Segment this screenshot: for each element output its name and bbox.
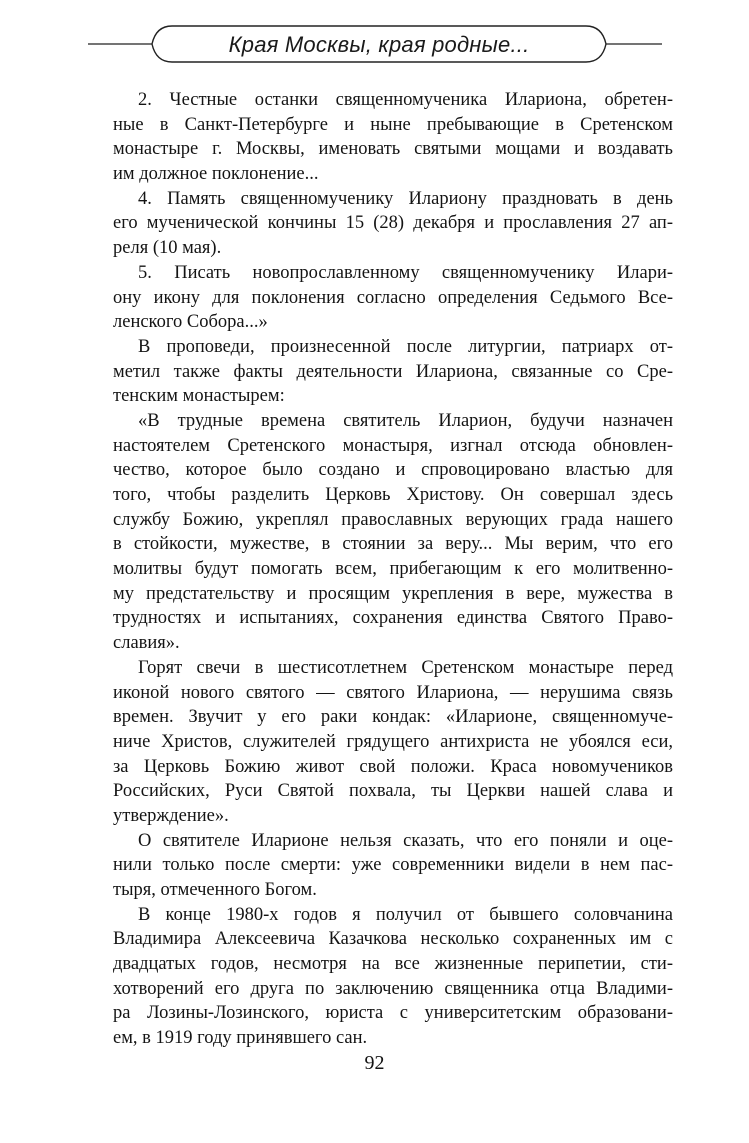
text-line: его мученической кончины 15 (28) декабря и прославления 27 ап- [113,213,673,234]
text-line: реля (10 мая). [113,238,222,259]
text-line: за Церковь Божию живот свой положи. Краса новомучеников [113,756,673,777]
text-line: ные в Санкт-Петербурге и ныне пребывающие в Сретенском [113,114,673,135]
text-line: «В трудные времена святитель Иларион, будучи назначен [138,410,673,431]
text-line: В проповеди, произнесенной после литургии, патриарх от- [138,336,673,357]
text-line: того, чтобы разделить Церковь Христову. Он совершал здесь [113,485,673,505]
text-line: монастыре г. Москвы, именовать святыми мощами и воздавать [113,139,673,160]
text-line: службу Божию, укреплял православных верующих града нашего [113,509,673,530]
text-line: ленского Собора...» [113,312,268,333]
text-line: 5. Писать новопрославленному священномученику Илари- [138,262,673,283]
text-line: хотворений его друга по заключению священника отца Владими- [113,978,673,999]
text-line: Горят свечи в шестисотлетнем Сретенском монастыре перед [138,657,673,678]
body-text [113,88,673,1051]
header-title: Края Москвы, края родные... [228,32,530,57]
text-line: нили только после смерти: уже современники видели в нем пас- [113,855,673,876]
text-line: чество, которое было создано и спровоцировано властью для [113,460,673,481]
text-line: тыря, отмеченного Богом. [113,880,317,900]
text-line: 2. Честные останки священномученика Илариона, обретен- [138,90,673,110]
text-line: ра Лозины-Лозинского, юриста с университетским образовани- [113,1003,673,1024]
text-line: В конце 1980-х годов я получил от бывшего соловчанина [138,904,673,925]
text-line: О святителе Иларионе нельзя сказать, что его поняли и оце- [138,830,673,851]
text-line: славия». [113,633,180,654]
text-line: времен. Звучит у его раки кондак: «Иларионе, священномуче- [113,707,673,728]
text-line: в стойкости, мужестве, в стоянии за веру... Мы верим, что его [113,534,673,555]
text-line: двадцатых годов, несмотря на все жизненные перипетии, сти- [113,954,673,975]
text-line: му предстательству и просящим укрепления в вере, мужества в [113,583,673,604]
page-number: 92 [364,1052,385,1074]
text-line: Владимира Алексеевича Казачкова несколько сохраненных им с [113,929,673,950]
text-line: Российских, Руси Святой похвала, ты Церкви нашей слава и [113,781,673,802]
running-header [0,0,749,70]
text-line: утверждение». [113,805,229,826]
text-line: настоятелем Сретенского монастыря, изгнал отсюда обновлен- [113,435,673,456]
text-line: тенским монастырем: [113,386,285,407]
text-line: ниче Христов, служителей грядущего антихриста не убоялся еси, [113,731,673,752]
text-line: трудностях и испытаниях, сохранения единства Святого Право- [113,608,673,629]
text-line: им должное поклонение... [113,164,319,185]
text-line: 4. Память священномученику Илариону праздновать в день [138,188,673,209]
text-line: молитвы будут помогать всем, прибегающим к его молитвенно- [113,559,673,580]
text-line: иконой нового святого — святого Илариона, — нерушима связь [113,682,673,703]
text-line: метил также факты деятельности Илариона, связанные со Сре- [113,361,673,382]
text-line: ем, в 1919 году принявшего сан. [113,1028,368,1049]
text-line: ону икону для поклонения согласно определения Седьмого Все- [113,287,673,308]
